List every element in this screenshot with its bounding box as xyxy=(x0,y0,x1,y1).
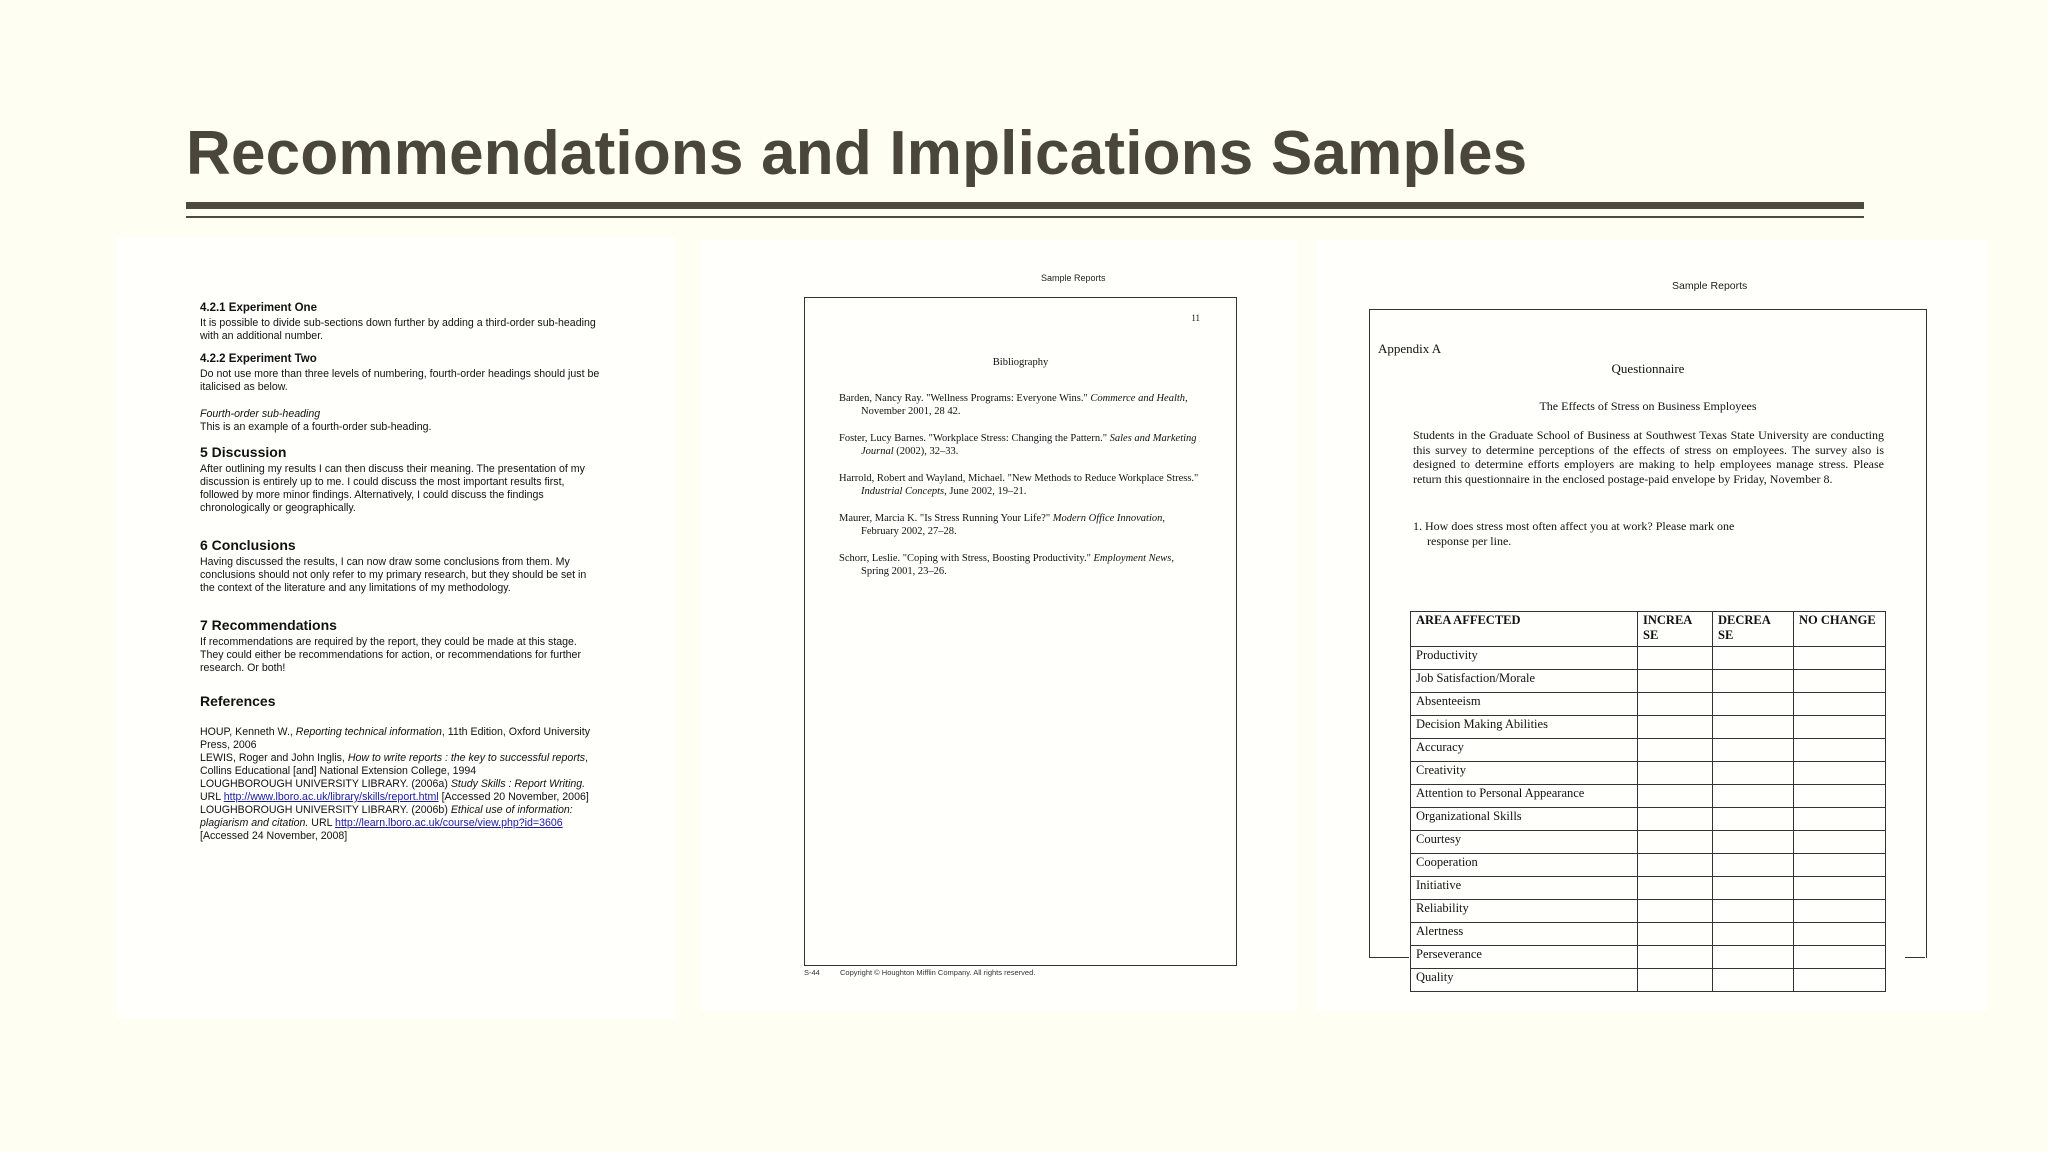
increase-cell[interactable] xyxy=(1638,877,1713,900)
bibliography-entry: Barden, Nancy Ray. "Wellness Programs: Everyone Wins." Commerce and Health, November 2001, 28 42. xyxy=(839,393,1188,417)
table-row xyxy=(1411,762,1886,785)
header-no-change: NO CHANGE xyxy=(1794,612,1886,647)
questionnaire-subtitle: The Effects of Stress on Business Employees xyxy=(1539,399,1757,413)
report-subheading: 4.2.2 Experiment Two xyxy=(200,353,317,365)
no-change-cell[interactable] xyxy=(1794,647,1886,670)
report-section-heading: 7 Recommendations xyxy=(200,617,337,633)
increase-cell[interactable] xyxy=(1638,831,1713,854)
table-row xyxy=(1411,670,1886,693)
bibliography-title: Bibliography xyxy=(992,357,1049,368)
questionnaire-title: Questionnaire xyxy=(1611,361,1685,376)
running-head: Sample Reports xyxy=(1041,273,1106,283)
increase-cell[interactable] xyxy=(1638,923,1713,946)
bibliography-page xyxy=(804,297,1237,966)
increase-cell[interactable] xyxy=(1638,969,1713,992)
no-change-cell[interactable] xyxy=(1794,900,1886,923)
table-row xyxy=(1411,808,1886,831)
decrease-cell[interactable] xyxy=(1713,716,1794,739)
report-paragraph: After outlining my results I can then discuss their meaning. The presentation of my discussion is entirely up to me. I could discuss the most important results first, followed by more minor findings. Alternatively, I could discuss the findings chronologically or geographically. xyxy=(200,463,585,514)
reference-list xyxy=(200,726,600,843)
area-affected-cell: Accuracy xyxy=(1411,739,1638,762)
area-affected-cell: Quality xyxy=(1411,969,1638,992)
report-section-heading: 6 Conclusions xyxy=(200,537,296,553)
table-row xyxy=(1411,969,1886,992)
decrease-cell[interactable] xyxy=(1713,831,1794,854)
report-paragraph: Do not use more than three levels of numbering, fourth-order headings should just be italicised as below. xyxy=(200,368,600,393)
table-row xyxy=(1411,831,1886,854)
increase-cell[interactable] xyxy=(1638,785,1713,808)
reference-entry: LOUGHBOROUGH UNIVERSITY LIBRARY. (2006a) Study Skills : Report Writing. URL http://www.lboro.ac.uk/library/skills/report.html [Accessed 20 November, 2006] xyxy=(200,778,589,803)
table-row xyxy=(1411,877,1886,900)
decrease-cell[interactable] xyxy=(1713,670,1794,693)
report-block xyxy=(200,408,600,434)
area-affected-cell: Attention to Personal Appearance xyxy=(1411,785,1638,808)
header-area-affected: AREA AFFECTED xyxy=(1411,612,1638,647)
area-affected-cell: Initiative xyxy=(1411,877,1638,900)
no-change-cell[interactable] xyxy=(1794,739,1886,762)
area-affected-cell: Alertness xyxy=(1411,923,1638,946)
page-number: 11 xyxy=(1191,313,1200,323)
decrease-cell[interactable] xyxy=(1713,900,1794,923)
table-row xyxy=(1411,647,1886,670)
header-increase: INCREA SE xyxy=(1638,612,1713,647)
bibliography-entry: Maurer, Marcia K. "Is Stress Running Your Life?" Modern Office Innovation, February 2002, 27–28. xyxy=(839,513,1166,537)
decrease-cell[interactable] xyxy=(1713,785,1794,808)
no-change-cell[interactable] xyxy=(1794,946,1886,969)
report-subheading: 4.2.1 Experiment One xyxy=(200,302,317,314)
bibliography-entry: Harrold, Robert and Wayland, Michael. "New Methods to Reduce Workplace Stress." Industrial Concepts, June 2002, 19–21. xyxy=(839,473,1199,497)
title-rule-thick xyxy=(186,202,1864,209)
footer-copyright: Copyright © Houghton Mifflin Company. All rights reserved. xyxy=(840,968,1036,977)
slide-title: Recommendations and Implications Samples xyxy=(186,119,1528,188)
report-subheading-italic: Fourth-order sub-heading xyxy=(200,408,321,420)
report-paragraph: Having discussed the results, I can now draw some conclusions from them. My conclusions should not only refer to my primary research, but they should be set in the context of the literature and any limitations of my methodology. xyxy=(200,556,587,594)
report-text xyxy=(200,302,600,843)
no-change-cell[interactable] xyxy=(1794,877,1886,900)
report-block xyxy=(200,446,600,515)
area-affected-cell: Cooperation xyxy=(1411,854,1638,877)
area-affected-cell: Perseverance xyxy=(1411,946,1638,969)
decrease-cell[interactable] xyxy=(1713,854,1794,877)
increase-cell[interactable] xyxy=(1638,762,1713,785)
decrease-cell[interactable] xyxy=(1713,923,1794,946)
increase-cell[interactable] xyxy=(1638,900,1713,923)
reference-entry: LEWIS, Roger and John Inglis, How to write reports : the key to successful reports, Collins Educational [and] National Extension College, 1994 xyxy=(200,752,589,777)
no-change-cell[interactable] xyxy=(1794,762,1886,785)
bibliography-list xyxy=(839,392,1202,592)
decrease-cell[interactable] xyxy=(1713,647,1794,670)
no-change-cell[interactable] xyxy=(1794,923,1886,946)
reference-link[interactable]: http://learn.lboro.ac.uk/course/view.php?id=3606 xyxy=(335,817,563,829)
reference-entry: LOUGHBOROUGH UNIVERSITY LIBRARY. (2006b) Ethical use of information: plagiarism and citation. URL http://learn.lboro.ac.uk/course/view.php?id=3606 [Accessed 24 November, 2008] xyxy=(200,804,573,842)
bibliography-sample-image xyxy=(700,240,1297,1010)
report-paragraph: If recommendations are required by the report, they could be made at this stage. They could either be recommendations for action, or recommendations for further research. Or both! xyxy=(200,636,581,674)
decrease-cell[interactable] xyxy=(1713,762,1794,785)
area-affected-cell: Reliability xyxy=(1411,900,1638,923)
area-affected-cell: Creativity xyxy=(1411,762,1638,785)
area-affected-cell: Job Satisfaction/Morale xyxy=(1411,670,1638,693)
questionnaire-table xyxy=(1410,611,1886,992)
report-block xyxy=(200,353,600,394)
area-affected-cell: Courtesy xyxy=(1411,831,1638,854)
report-section-heading: 5 Discussion xyxy=(200,444,287,460)
report-paragraph: This is an example of a fourth-order sub-heading. xyxy=(200,421,432,433)
footer-page-number: S-44 xyxy=(804,968,820,977)
area-affected-cell: Absenteeism xyxy=(1411,693,1638,716)
increase-cell[interactable] xyxy=(1638,739,1713,762)
questionnaire-intro: Students in the Graduate School of Business at Southwest Texas State University are conducting this survey to determine perceptions of the effects of stress on employees. The survey also is designed to determine efforts employers are making to help employees manage stress. Please return this questionnaire in the enclosed postage-paid envelope by Friday, November 8. xyxy=(1413,428,1884,486)
decrease-cell[interactable] xyxy=(1713,877,1794,900)
increase-cell[interactable] xyxy=(1638,670,1713,693)
running-head: Sample Reports xyxy=(1672,280,1748,292)
no-change-cell[interactable] xyxy=(1794,716,1886,739)
table-row xyxy=(1411,739,1886,762)
table-row xyxy=(1411,946,1886,969)
table-row xyxy=(1411,785,1886,808)
decrease-cell[interactable] xyxy=(1713,693,1794,716)
no-change-cell[interactable] xyxy=(1794,969,1886,992)
report-block xyxy=(200,619,600,675)
reference-link[interactable]: http://www.lboro.ac.uk/library/skills/report.html xyxy=(223,791,439,803)
decrease-cell[interactable] xyxy=(1713,969,1794,992)
table-row xyxy=(1411,900,1886,923)
table-row xyxy=(1411,716,1886,739)
decrease-cell[interactable] xyxy=(1713,739,1794,762)
bibliography-entry: Foster, Lucy Barnes. "Workplace Stress: Changing the Pattern." Sales and Marketing Journal (2002), 32–33. xyxy=(839,433,1197,457)
questionnaire-question: 1. How does stress most often affect you at work? Please mark one response per line. xyxy=(1413,519,1735,548)
title-rule-thin xyxy=(186,216,1864,218)
decrease-cell[interactable] xyxy=(1713,946,1794,969)
increase-cell[interactable] xyxy=(1638,693,1713,716)
report-sample-image xyxy=(116,238,676,1018)
references-heading: References xyxy=(200,693,276,709)
increase-cell[interactable] xyxy=(1638,647,1713,670)
table-header-row xyxy=(1411,612,1886,647)
header-decrease: DECREA SE xyxy=(1713,612,1794,647)
appendix-label: Appendix A xyxy=(1378,341,1442,356)
table-row xyxy=(1411,693,1886,716)
area-affected-cell: Organizational Skills xyxy=(1411,808,1638,831)
questionnaire-table-wrap xyxy=(1410,611,1892,984)
reference-entry: HOUP, Kenneth W., Reporting technical information, 11th Edition, Oxford University Press, 2006 xyxy=(200,726,591,751)
increase-cell[interactable] xyxy=(1638,854,1713,877)
area-affected-cell: Decision Making Abilities xyxy=(1411,716,1638,739)
no-change-cell[interactable] xyxy=(1794,831,1886,854)
no-change-cell[interactable] xyxy=(1794,693,1886,716)
report-block xyxy=(200,539,600,595)
no-change-cell[interactable] xyxy=(1794,785,1886,808)
table-row xyxy=(1411,923,1886,946)
no-change-cell[interactable] xyxy=(1794,808,1886,831)
report-paragraph: It is possible to divide sub-sections down further by adding a third-order sub-heading with an additional number. xyxy=(200,317,596,342)
decrease-cell[interactable] xyxy=(1713,808,1794,831)
bibliography-entry: Schorr, Leslie. "Coping with Stress, Boosting Productivity." Employment News, Spring 2001, 23–26. xyxy=(839,553,1175,577)
area-affected-cell: Productivity xyxy=(1411,647,1638,670)
report-block xyxy=(200,302,600,343)
increase-cell[interactable] xyxy=(1638,808,1713,831)
no-change-cell[interactable] xyxy=(1794,670,1886,693)
increase-cell[interactable] xyxy=(1638,716,1713,739)
no-change-cell[interactable] xyxy=(1794,854,1886,877)
increase-cell[interactable] xyxy=(1638,946,1713,969)
table-row xyxy=(1411,854,1886,877)
